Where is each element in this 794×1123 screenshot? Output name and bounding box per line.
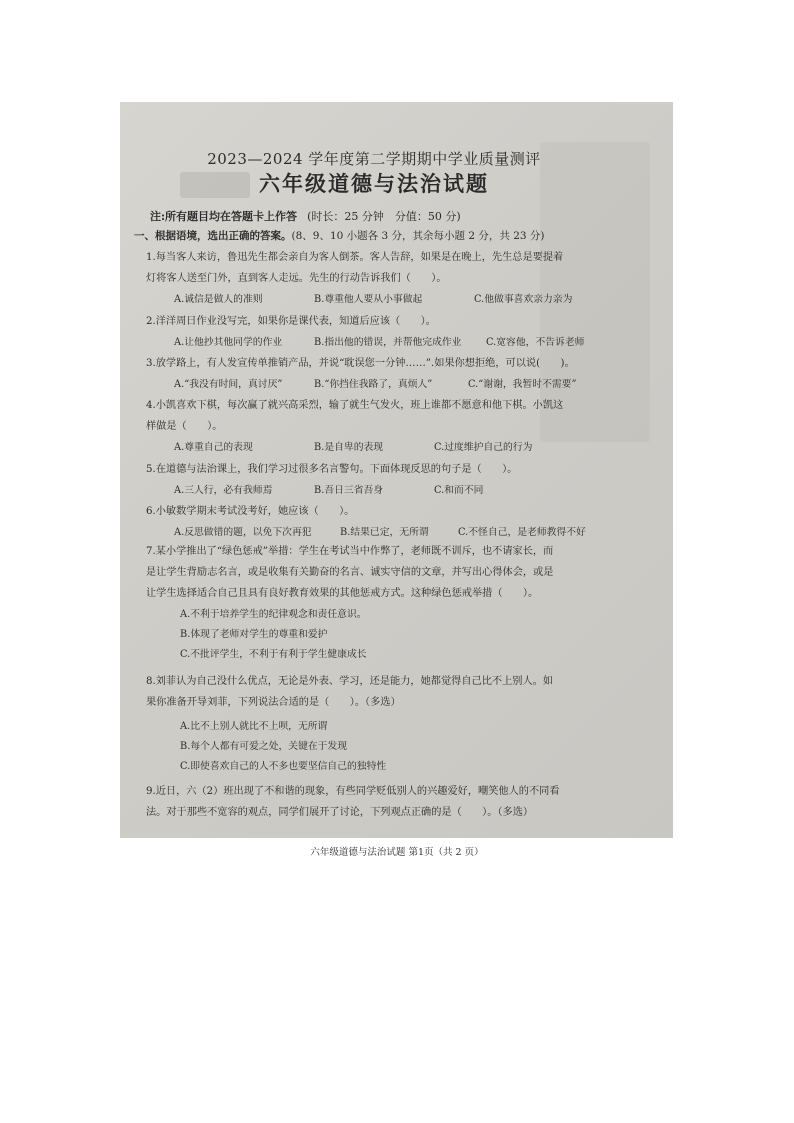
- question-7-line: 让学生选择适合自己且具有良好教育效果的其他惩戒方式。这种绿色惩戒举措（ ）。: [146, 588, 539, 599]
- question-6-option: C.不怪自己，是老师教得不好: [458, 527, 586, 538]
- question-8-option: B.每个人都有可爱之处，关键在于发现: [180, 741, 348, 752]
- question-8-option: A.比不上别人就比不上呗，无所谓: [180, 721, 328, 732]
- answer-card-note: 注:所有题目均在答题卡上作答: [150, 210, 298, 223]
- question-5-option: A.三人行，必有我师焉: [174, 485, 273, 496]
- question-7-option: A.不利于培养学生的纪律观念和责任意识。: [180, 609, 367, 620]
- question-2-option: A.让他抄其他同学的作业: [174, 337, 283, 348]
- question-1-line: 1.每当客人来访，鲁迅先生都会亲自为客人倒茶。客人告辞，如果是在晚上，先生总是要提着: [146, 252, 564, 263]
- question-2-option: B.指出他的错误，并帮他完成作业: [314, 337, 462, 348]
- question-1-option: C.他做事喜欢亲力亲为: [474, 294, 573, 305]
- question-4-line: 4.小凯喜欢下棋，每次赢了就兴高采烈，输了就生气发火，班上谁都不愿意和他下棋。小凯这: [146, 400, 564, 411]
- question-5-option: C.和而不同: [434, 485, 484, 496]
- question-3-line: 3.放学路上，有人发宣传单推销产品，并说“耽误您一分钟……”.如果你想拒绝，可以说( )。: [146, 358, 575, 369]
- question-1-line: 灯将客人送至门外，直到客人走远。先生的行动告诉我们（ ）。: [146, 273, 447, 284]
- exam-photo: [120, 102, 673, 858]
- question-8-line: 8.刘菲认为自己没什么优点，无论是外表、学习，还是能力，她都觉得自己比不上别人。如: [146, 676, 554, 687]
- question-4-option: C.过度维护自己的行为: [434, 442, 533, 453]
- exam-note: [150, 208, 461, 224]
- question-4-option: A.尊重自己的表现: [174, 442, 253, 453]
- section-title: 一、根据语境，选出正确的答案。: [134, 230, 292, 242]
- question-9-line: 9.近日，六（2）班出现了不和谐的现象，有些同学贬低别人的兴趣爱好，嘲笑他人的不同看: [146, 786, 560, 797]
- question-6-option: A.反思做错的题，以免下次再犯: [174, 527, 312, 538]
- question-7-option: C.不批评学生，不利于有利于学生健康成长: [180, 649, 367, 660]
- question-8-line: 果你准备开导刘菲，下列说法合适的是（ ）。（多选）: [146, 697, 401, 708]
- question-8-option: C.即使喜欢自己的人不多也要坚信自己的独特性: [180, 761, 387, 772]
- question-3-option: A.“我没有时间，真讨厌”: [174, 379, 283, 390]
- question-9-line: 法。对于那些不宽容的观点，同学们展开了讨论，下列观点正确的是（ ）。（多选）: [146, 807, 534, 818]
- question-5-line: 5.在道德与法治课上，我们学习过很多名言警句。下面体现反思的句子是（ ）。: [146, 464, 518, 475]
- exam-paper: [134, 142, 660, 858]
- section-heading: [134, 228, 545, 243]
- section-scoring: (8、9、10 小题各 3 分，其余每小题 2 分，共 23 分): [291, 230, 545, 242]
- question-6-option: B.结果已定，无所谓: [340, 527, 429, 538]
- question-7-line: 7.某小学推出了“绿色惩戒”举措：学生在考试当中作弊了，老师既不训斥，也不请家长，而: [146, 546, 554, 557]
- question-3-option: C.“谢谢，我暂时不需要”: [468, 379, 577, 390]
- exam-title: 六年级道德与法治试题: [259, 171, 489, 196]
- question-5-option: B.吾日三省吾身: [314, 485, 384, 496]
- question-1-option: A.诚信是做人的准则: [174, 294, 263, 305]
- question-7-option: B.体现了老师对学生的尊重和爱护: [180, 629, 328, 640]
- question-3-option: B.“你挡住我路了，真烦人”: [314, 379, 433, 390]
- question-6-line: 6.小敏数学期末考试没考好，她应该（ ）。: [146, 506, 355, 517]
- question-4-option: B.是自卑的表现: [314, 442, 384, 453]
- question-4-line: 样做是（ ）。: [146, 421, 223, 432]
- page-footer: 六年级道德与法治试题 第1页（共 2 页）: [310, 847, 484, 858]
- question-1-option: B.尊重他人要从小事做起: [314, 294, 423, 305]
- exam-title-line1: 2023—2024 学年度第二学期期中学业质量测评: [207, 150, 541, 168]
- question-2-option: C.宽容他，不告诉老师: [486, 337, 585, 348]
- question-7-line: 是让学生背励志名言，或是收集有关勤奋的名言、诚实守信的文章，并写出心得体会，或是: [146, 567, 554, 578]
- exam-meta: (时长：25 分钟 分值：50 分): [307, 210, 461, 223]
- question-2-line: 2.洋洋周日作业没写完，如果你是课代表，知道后应该（ ）。: [146, 316, 436, 327]
